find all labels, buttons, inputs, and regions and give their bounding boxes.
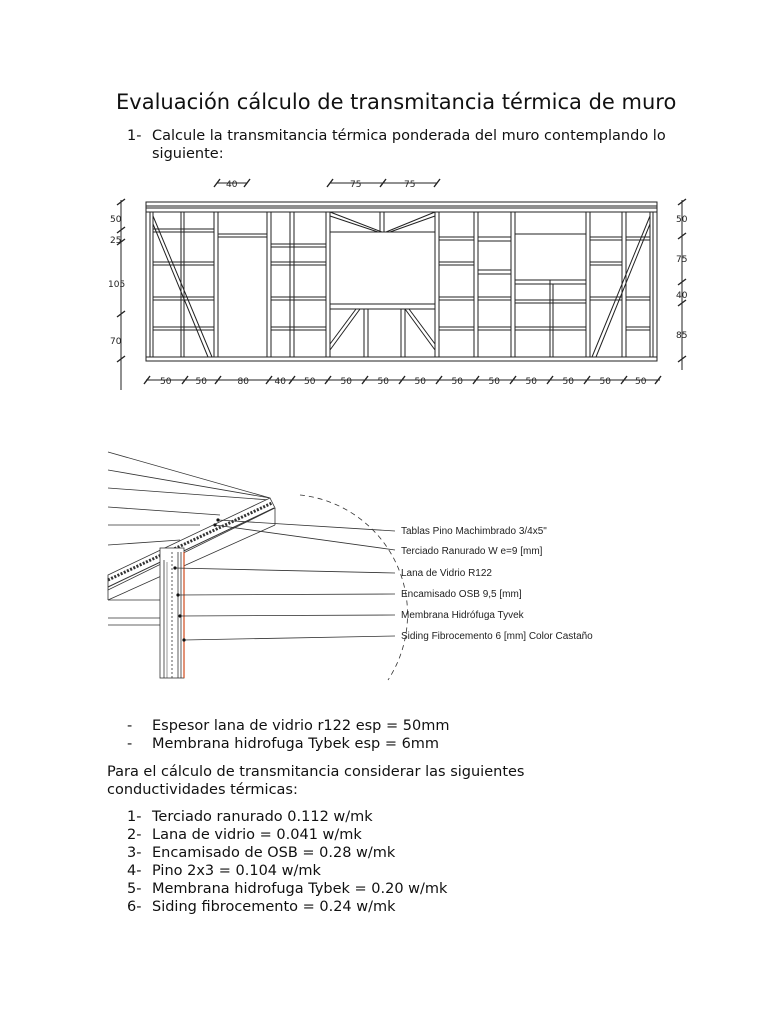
section-label: Siding Fibrocemento 6 [mm] Color Castaño: [401, 631, 593, 642]
dim-bottom: 50: [340, 377, 352, 387]
dim-bottom: 50: [377, 377, 389, 387]
list-text: Membrana hidrofuga Tybek = 0.20 w/mk: [152, 881, 448, 897]
dim-left: 105: [108, 280, 126, 290]
dim-right: 50: [676, 215, 688, 225]
section-label: Lana de Vidrio R122: [401, 568, 492, 579]
dim-bottom: 50: [160, 377, 172, 387]
section-label: Encamisado OSB 9,5 [mm]: [401, 589, 522, 600]
dim-right: 40: [676, 291, 688, 301]
question-number: 1-: [127, 128, 142, 144]
list-text: Encamisado de OSB = 0.28 w/mk: [152, 845, 396, 861]
instruction-paragraph: Para el cálculo de transmitancia considerar las siguientes conductividades térmicas:: [107, 764, 525, 798]
dim-bottom: 50: [451, 377, 463, 387]
dim-bottom: 50: [562, 377, 574, 387]
dim-bottom: 50: [304, 377, 316, 387]
list-number: 5-: [127, 881, 142, 897]
dim-top: 75: [350, 180, 362, 190]
dim-bottom: 50: [195, 377, 207, 387]
list-number: 6-: [127, 899, 142, 915]
list-text: Pino 2x3 = 0.104 w/mk: [152, 863, 321, 879]
page-title: Evaluación cálculo de transmitancia térmica de muro: [116, 90, 677, 114]
wall-section-detail: [108, 452, 408, 680]
dim-bottom: 50: [635, 377, 647, 387]
dim-bottom: 80: [237, 377, 249, 387]
list-text: Siding fibrocemento = 0.24 w/mk: [152, 899, 396, 915]
question-text: Calcule la transmitancia térmica ponderada del muro contemplando lo siguiente:: [152, 128, 666, 162]
list-text: Lana de vidrio = 0.041 w/mk: [152, 827, 362, 843]
bullet-dash: -: [127, 736, 133, 752]
dim-right: 75: [676, 255, 688, 265]
dim-bottom: 50: [488, 377, 500, 387]
list-number: 2-: [127, 827, 142, 843]
bullet-dash: -: [127, 718, 133, 734]
dim-right: 85: [676, 331, 688, 341]
dim-left: 50: [110, 215, 122, 225]
list-number: 1-: [127, 809, 142, 825]
dim-left: 25: [110, 236, 122, 246]
section-label: Membrana Hidrófuga Tyvek: [401, 610, 524, 621]
bullet-text: Membrana hidrofuga Tybek esp = 6mm: [152, 736, 440, 752]
section-label: Terciado Ranurado W e=9 [mm]: [401, 546, 543, 557]
dim-bottom: 50: [599, 377, 611, 387]
dim-bottom: 40: [274, 377, 286, 387]
list-number: 4-: [127, 863, 142, 879]
section-label: Tablas Pino Machimbrado 3/4x5": [401, 526, 547, 537]
list-number: 3-: [127, 845, 142, 861]
list-text: Terciado ranurado 0.112 w/mk: [152, 809, 373, 825]
dim-bottom: 50: [525, 377, 537, 387]
dim-bottom: 50: [414, 377, 426, 387]
bullet-text: Espesor lana de vidrio r122 esp = 50mm: [152, 718, 450, 734]
dim-top: 40: [226, 180, 238, 190]
dim-left: 70: [110, 337, 122, 347]
dim-top: 75: [404, 180, 416, 190]
